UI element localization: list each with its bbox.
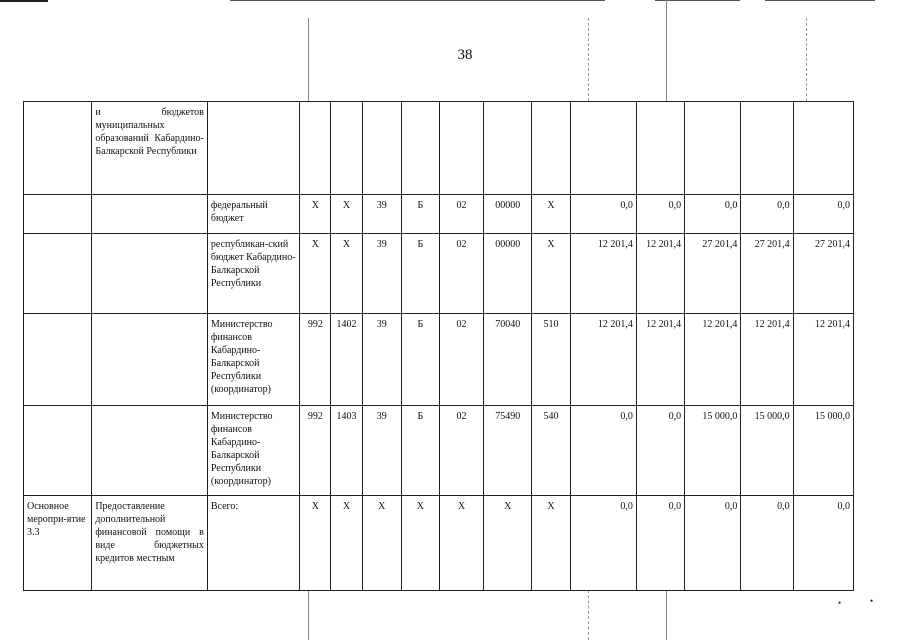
row-measure-cell [24, 406, 92, 496]
row-source-cell [207, 102, 299, 195]
code-cell: Х [532, 234, 570, 314]
amount-cell: 0,0 [636, 406, 684, 496]
margin-line-3-bottom [666, 590, 667, 640]
code-cell: Х [401, 496, 439, 591]
row-measure-cell [24, 195, 92, 234]
amount-cell: 12 201,4 [570, 234, 636, 314]
amount-cell: 0,0 [570, 195, 636, 234]
amount-cell: 0,0 [685, 195, 741, 234]
code-cell: 510 [532, 314, 570, 406]
code-cell: Х [532, 195, 570, 234]
code-cell: 39 [362, 234, 401, 314]
amount-cell: 15 000,0 [793, 406, 853, 496]
code-cell [362, 102, 401, 195]
amount-cell: 12 201,4 [793, 314, 853, 406]
amount-cell: 0,0 [685, 496, 741, 591]
code-cell: 992 [300, 314, 331, 406]
amount-cell: 0,0 [793, 496, 853, 591]
amount-cell: 12 201,4 [636, 314, 684, 406]
code-cell: 75490 [484, 406, 532, 496]
amount-cell [685, 102, 741, 195]
amount-cell [570, 102, 636, 195]
amount-cell: 12 201,4 [570, 314, 636, 406]
code-cell: Х [439, 496, 483, 591]
amount-cell: 15 000,0 [741, 406, 793, 496]
row-measure-cell [24, 314, 92, 406]
top-rule-right-1 [655, 0, 740, 1]
code-cell: 1402 [331, 314, 362, 406]
code-cell: Х [300, 234, 331, 314]
top-rule-left [0, 0, 48, 2]
row-source-cell: республикан-ский бюджет Кабардино-Балкарской Республики [207, 234, 299, 314]
amount-cell: 27 201,4 [685, 234, 741, 314]
code-cell: Х [532, 496, 570, 591]
row-source-cell: Министерство финансов Кабардино-Балкарской Республики (координатор) [207, 314, 299, 406]
code-cell: 00000 [484, 234, 532, 314]
code-cell: 540 [532, 406, 570, 496]
code-cell: 39 [362, 314, 401, 406]
table-row [24, 496, 854, 591]
amount-cell: 0,0 [636, 195, 684, 234]
code-cell [532, 102, 570, 195]
margin-line-4 [806, 18, 807, 101]
code-cell [484, 102, 532, 195]
amount-cell [636, 102, 684, 195]
table-row [24, 234, 854, 314]
amount-cell: 27 201,4 [793, 234, 853, 314]
scan-speck: • [870, 596, 874, 606]
top-rule-right-2 [765, 0, 875, 1]
amount-cell: 0,0 [636, 496, 684, 591]
scan-speck: • [838, 598, 842, 608]
code-cell: 992 [300, 406, 331, 496]
amount-cell [741, 102, 793, 195]
budget-table [23, 101, 854, 591]
row-description-cell [92, 195, 208, 234]
amount-cell: 15 000,0 [685, 406, 741, 496]
code-cell: 02 [439, 195, 483, 234]
code-cell: Х [300, 496, 331, 591]
code-cell: 70040 [484, 314, 532, 406]
margin-line-1 [308, 18, 309, 101]
code-cell: Х [331, 234, 362, 314]
code-cell: Х [331, 195, 362, 234]
amount-cell: 0,0 [741, 496, 793, 591]
code-cell: Б [401, 195, 439, 234]
table-row [24, 102, 854, 195]
row-description-cell [92, 314, 208, 406]
margin-line-2 [588, 18, 589, 101]
page-number: 38 [457, 47, 473, 63]
code-cell: Б [401, 234, 439, 314]
table-row [24, 314, 854, 406]
margin-line-2-bottom [588, 590, 589, 640]
amount-cell: 12 201,4 [741, 314, 793, 406]
table-row [24, 195, 854, 234]
amount-cell: 0,0 [741, 195, 793, 234]
margin-line-3 [666, 0, 667, 101]
code-cell: 1403 [331, 406, 362, 496]
code-cell: Х [331, 496, 362, 591]
row-description-cell [92, 234, 208, 314]
row-measure-cell [24, 234, 92, 314]
code-cell: 02 [439, 406, 483, 496]
code-cell: 00000 [484, 195, 532, 234]
code-cell: 39 [362, 195, 401, 234]
row-source-cell: Всего: [207, 496, 299, 591]
amount-cell: 12 201,4 [636, 234, 684, 314]
amount-cell: 0,0 [570, 496, 636, 591]
code-cell [439, 102, 483, 195]
row-description-cell [92, 406, 208, 496]
amount-cell: 0,0 [793, 195, 853, 234]
row-description-cell: и бюджетов муниципальных образований Кабардино-Балкарской Республики [92, 102, 208, 195]
code-cell [331, 102, 362, 195]
amount-cell: 12 201,4 [685, 314, 741, 406]
code-cell: Х [300, 195, 331, 234]
code-cell: 02 [439, 234, 483, 314]
amount-cell: 27 201,4 [741, 234, 793, 314]
amount-cell: 0,0 [570, 406, 636, 496]
code-cell: 39 [362, 406, 401, 496]
row-measure-cell: Основное меропри-ятие 3.3 [24, 496, 92, 591]
code-cell [300, 102, 331, 195]
code-cell: Х [362, 496, 401, 591]
row-measure-cell [24, 102, 92, 195]
row-description-cell: Предоставление дополнительной финансовой помощи в виде бюджетных кредитов местным [92, 496, 208, 591]
amount-cell [793, 102, 853, 195]
top-rule-mid [230, 0, 605, 1]
row-source-cell: федеральный бюджет [207, 195, 299, 234]
margin-line-1-bottom [308, 590, 309, 640]
code-cell [401, 102, 439, 195]
code-cell: 02 [439, 314, 483, 406]
code-cell: Б [401, 314, 439, 406]
code-cell: Х [484, 496, 532, 591]
code-cell: Б [401, 406, 439, 496]
table-row [24, 406, 854, 496]
row-source-cell: Министерство финансов Кабардино-Балкарской Республики (координатор) [207, 406, 299, 496]
